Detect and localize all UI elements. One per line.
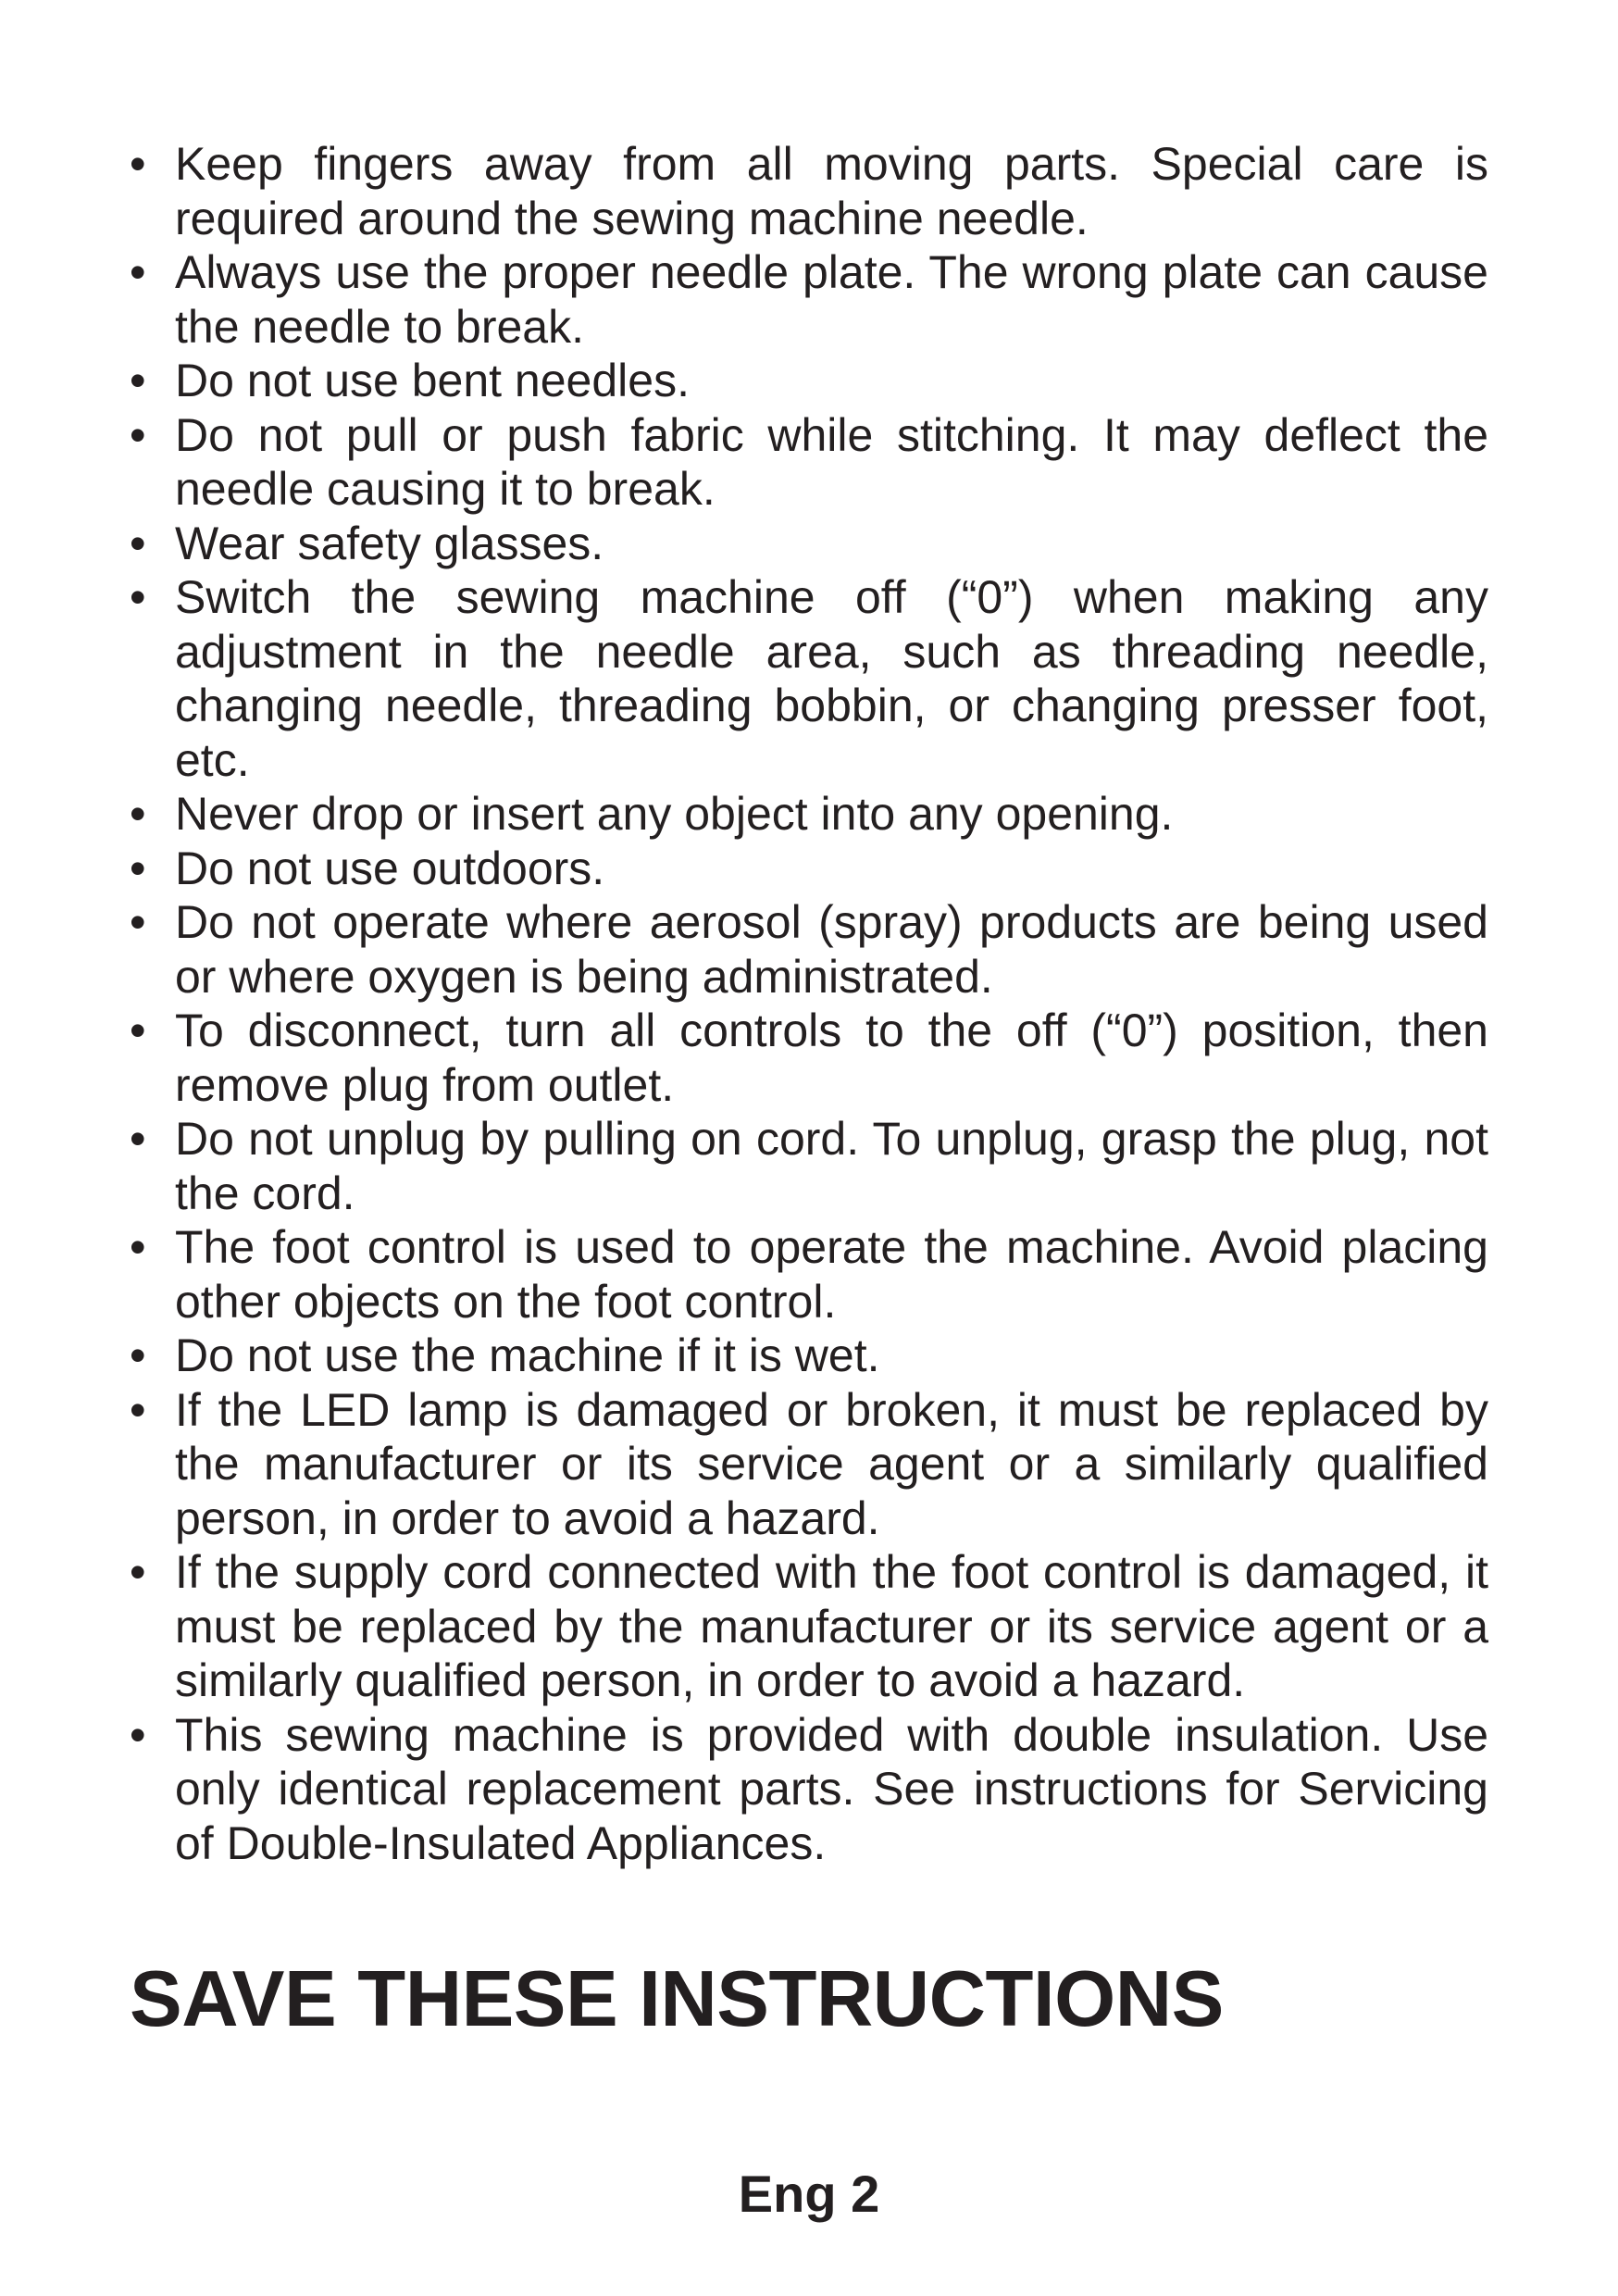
bullet-icon: •	[130, 1708, 146, 1761]
bullet-icon: •	[130, 788, 146, 840]
bullet-icon: •	[130, 1004, 146, 1056]
safety-instructions-list	[130, 137, 1488, 1870]
bullet-icon: •	[130, 896, 146, 948]
list-item	[130, 842, 1488, 896]
bullet-icon: •	[130, 1546, 146, 1598]
list-item	[130, 1220, 1488, 1329]
list-item	[130, 245, 1488, 354]
list-item-text: If the supply cord connected with the foot control is damaged, it must be replaced by the manufacturer or its service agent or a similarly qualified person, in order to avoid a hazard.	[175, 1546, 1488, 1706]
list-item	[130, 787, 1488, 842]
bullet-icon: •	[130, 1221, 146, 1273]
list-item	[130, 1545, 1488, 1708]
bullet-icon: •	[130, 1113, 146, 1165]
bullet-icon: •	[130, 842, 146, 894]
list-item-text: Do not pull or push fabric while stitching. It may deflect the needle causing it to break.	[175, 408, 1488, 515]
list-item-text: Do not use the machine if it is wet.	[175, 1329, 880, 1381]
list-item	[130, 1708, 1488, 1871]
bullet-icon: •	[130, 1329, 146, 1381]
list-item-text: This sewing machine is provided with double insulation. Use only identical replacement parts. See instructions for Servicing of Double-Insulated Appliances.	[175, 1708, 1488, 1869]
list-item-text: Always use the proper needle plate. The wrong plate can cause the needle to break.	[175, 246, 1488, 353]
list-item-text: Never drop or insert any object into any opening.	[175, 788, 1174, 840]
page-number: Eng 2	[738, 2165, 880, 2223]
list-item-text: Do not operate where aerosol (spray) products are being used or where oxygen is being administrated.	[175, 896, 1488, 1003]
list-item	[130, 570, 1488, 787]
list-item-text: If the LED lamp is damaged or broken, it must be replaced by the manufacturer or its service agent or a similarly qualified person, in order to avoid a hazard.	[175, 1383, 1488, 1544]
list-item-text: The foot control is used to operate the machine. Avoid placing other objects on the foot control.	[175, 1221, 1488, 1328]
list-item	[130, 1004, 1488, 1112]
list-item	[130, 354, 1488, 408]
list-item	[130, 137, 1488, 245]
bullet-icon: •	[130, 138, 146, 190]
list-item	[130, 517, 1488, 571]
list-item	[130, 1329, 1488, 1383]
list-item-text: Keep fingers away from all moving parts. Special care is required around the sewing machine needle.	[175, 138, 1488, 244]
list-item-text: Do not use outdoors.	[175, 842, 605, 894]
save-instructions-heading: SAVE THESE INSTRUCTIONS	[130, 1955, 1224, 2043]
bullet-icon: •	[130, 571, 146, 623]
list-item	[130, 408, 1488, 517]
bullet-icon: •	[130, 355, 146, 406]
list-item-text: Do not unplug by pulling on cord. To unplug, grasp the plug, not the cord.	[175, 1113, 1488, 1219]
bullet-icon: •	[130, 1383, 146, 1436]
list-item-text: To disconnect, turn all controls to the off (“0”) position, then remove plug from outlet.	[175, 1004, 1488, 1111]
list-item	[130, 895, 1488, 1004]
list-item-text: Switch the sewing machine off (“0”) when making any adjustment in the needle area, such as threading needle, changing needle, threading bobbin, or changing presser foot, etc.	[175, 571, 1488, 786]
bullet-icon: •	[130, 246, 146, 298]
bullet-icon: •	[130, 517, 146, 569]
list-item-text: Do not use bent needles.	[175, 355, 690, 406]
list-item	[130, 1383, 1488, 1546]
bullet-icon: •	[130, 408, 146, 461]
list-item-text: Wear safety glasses.	[175, 517, 604, 569]
list-item	[130, 1112, 1488, 1220]
